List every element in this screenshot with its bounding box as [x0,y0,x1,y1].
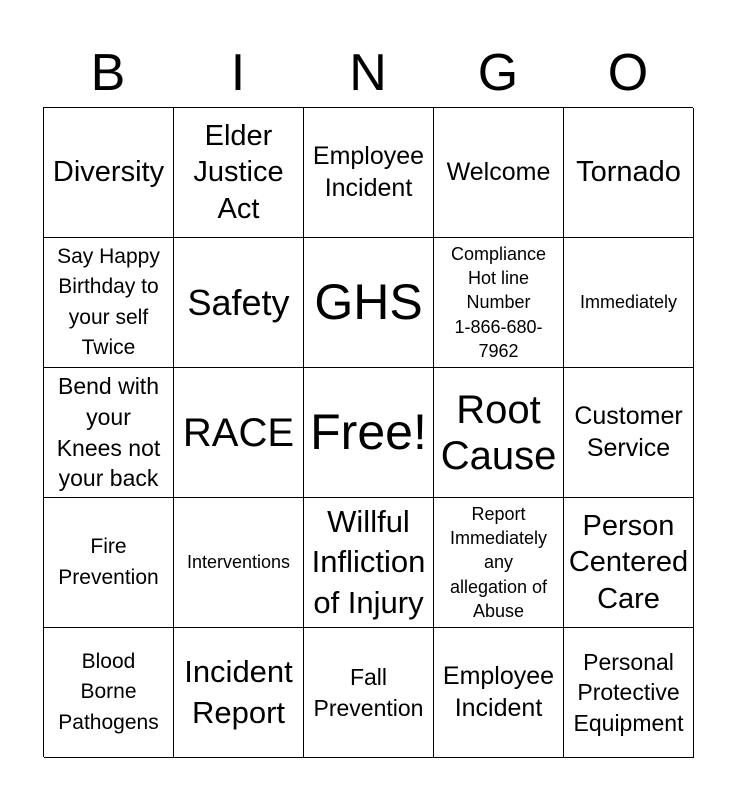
cell-text: Customer Service [574,402,683,462]
bingo-cell [174,628,304,758]
cell-text: Interventions [186,552,291,573]
cell-text: Incident Report [184,654,293,730]
cell-text: Immediately [579,292,678,313]
bingo-cell [174,108,304,238]
cell-text: Tornado [576,156,681,189]
bingo-cell [44,498,174,628]
cell-text: Person Centered Care [568,510,689,615]
cell-text: Compliance Hot line Number 1-866-680- 7962 [450,243,547,361]
cell-text: Elder Justice Act [193,120,284,225]
bingo-cell [564,368,694,498]
bingo-cell [564,628,694,758]
header-letter-n: N [349,44,387,102]
bingo-cell [304,628,434,758]
bingo-cell [174,498,304,628]
bingo-cell [434,108,564,238]
cell-text: Report Immediately any allegation of Abuse [449,503,548,621]
cell-text: Diversity [52,156,165,189]
cell-text: Free! [310,404,427,461]
header-letter-b: B [90,44,126,102]
bingo-cell [564,108,694,238]
bingo-cell [174,238,304,368]
cell-text: Willful Infliction of Injury [311,504,426,620]
cell-text: Safety [187,281,290,323]
bingo-cell [434,368,564,498]
bingo-cell [174,368,304,498]
cell-text: Say Happy Birthday to your self Twice [57,244,160,359]
cell-text: Employee Incident [312,142,425,202]
cell-text: Bend with your Knees not your back [56,373,161,492]
cell-text: RACE [182,410,295,455]
cell-text: Blood Borne Pathogens [58,649,159,734]
cell-text: Welcome [446,157,551,186]
header-letter-o: O [607,44,649,102]
cell-text: Root Cause [440,387,557,478]
bingo-cell [304,238,434,368]
header-letter-g: G [477,44,519,102]
bingo-cell [44,368,174,498]
cell-text: Fall Prevention [313,663,424,721]
bingo-cell [434,238,564,368]
cell-text: Personal Protective Equipment [573,648,684,736]
bingo-cell [564,498,694,628]
cell-text: GHS [314,274,423,331]
bingo-header [43,40,693,106]
bingo-cell [44,108,174,238]
bingo-cell [304,498,434,628]
bingo-cell [44,628,174,758]
bingo-cell-free [304,368,434,498]
bingo-board [43,107,693,757]
bingo-cell [564,238,694,368]
bingo-cell [304,108,434,238]
cell-text: Fire Prevention [58,535,159,589]
header-letter-i: I [230,44,246,102]
cell-text: Employee Incident [442,662,555,722]
bingo-cell [434,498,564,628]
bingo-cell [434,628,564,758]
bingo-cell [44,238,174,368]
